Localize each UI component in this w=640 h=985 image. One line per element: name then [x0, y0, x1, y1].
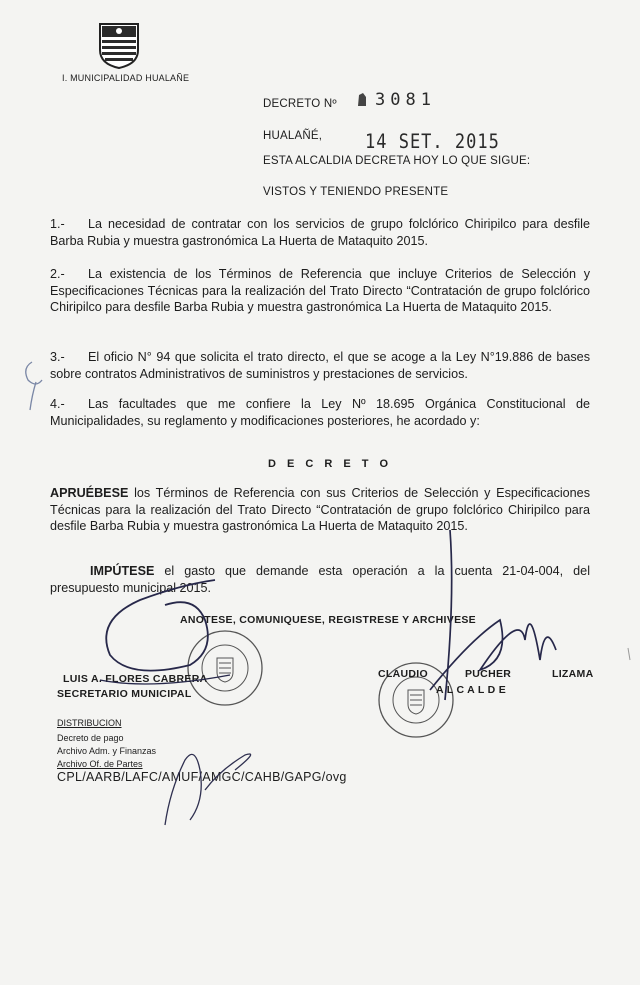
secretario-name: LUIS A. FLORES CABRERA — [63, 673, 208, 685]
considerando-item — [50, 349, 590, 382]
decreto-label: DECRETO Nº — [263, 98, 337, 110]
item-number: 4.- — [50, 397, 65, 411]
alcalde-title: A L C A L D E — [436, 684, 507, 696]
item-number: 3.- — [50, 350, 65, 364]
alcalde-last-name: LIZAMA — [552, 668, 594, 680]
distribution-line: Archivo Adm. y Finanzas — [57, 746, 157, 756]
decreto-heading: D E C R E T O — [268, 458, 393, 470]
imputese-keyword: IMPÚTESE — [90, 564, 155, 578]
anotese-line: ANOTESE, COMUNIQUESE, REGISTRESE Y ARCHIVESE — [180, 614, 476, 626]
city-label: HUALAÑÉ, — [263, 130, 323, 142]
imputese-text: el gasto que demande esta operación a la cuenta 21-04-004, del presupuesto municipal 2015. — [50, 564, 590, 595]
item-text: La necesidad de contratar con los servicios de grupo folclórico Chiripilco para desfile Barba Rubia y muestra gastronómica La Huerta de Mataquito 2015. — [50, 217, 590, 248]
item-number: 2.- — [50, 267, 65, 281]
secretario-seal — [185, 628, 265, 708]
distribution-line: Decreto de pago — [57, 733, 124, 743]
apruebese-text: los Términos de Referencia con sus Criterios de Selección y Especificaciones Técnicas para la realización del Trato Directo “Contratación de grupo folclórico Chiripilco para desfile Barba Rubia y muestra gastronómica La Huerta de Mataquito 2015. — [50, 486, 590, 533]
municipality-name: I. MUNICIPALIDAD HUALAÑE — [62, 73, 190, 83]
item-text: La existencia de los Términos de Referencia que incluye Criterios de Selección y Especificaciones Técnicas para la realización del Trato Directo “Contratación de grupo folclórico Chiripilco para desfile Barba Rubia y muestra gastronómica La Huerta de Mataquito 2015. — [50, 267, 590, 314]
municipal-crest-logo — [96, 20, 142, 70]
distribution-line: Archivo Of. de Partes — [57, 759, 143, 769]
item-number: 1.- — [50, 217, 65, 231]
decreto-number-stamp: 3081 — [375, 90, 436, 110]
vistos-heading: VISTOS Y TENIENDO PRESENTE — [263, 186, 449, 198]
initials-codes: CPL/AARB/LAFC/AMUF/AMGC/CAHB/GAPG/ovg — [57, 770, 347, 784]
distribution-title: DISTRIBUCION — [57, 718, 122, 728]
alcalde-first-name: CLAUDIO — [378, 668, 428, 680]
item-text: El oficio N° 94 que solicita el trato directo, el que se acoge a la Ley N°19.886 de bases sobre contratos Administrativos de suministros y prestaciones de servicios. — [50, 350, 590, 381]
item-text: Las facultades que me confiere la Ley Nº 18.695 Orgánica Constitucional de Municipalidades, su reglamento y modificaciones posteriores, he acordado y: — [50, 397, 590, 428]
considerando-item — [50, 216, 590, 249]
decree-intro: ESTA ALCALDIA DECRETA HOY LO QUE SIGUE: — [263, 155, 531, 167]
alcalde-middle-name: PUCHER — [465, 668, 512, 680]
date-stamp: 14 SET. 2015 — [365, 130, 500, 154]
apruebese-keyword: APRUÉBESE — [50, 486, 129, 500]
considerando-item — [50, 396, 590, 429]
imputese-paragraph — [50, 563, 590, 596]
apruebese-paragraph — [50, 485, 590, 535]
secretario-title: SECRETARIO MUNICIPAL — [57, 688, 192, 700]
considerando-item — [50, 266, 590, 316]
stamp-mark-icon — [356, 92, 368, 108]
